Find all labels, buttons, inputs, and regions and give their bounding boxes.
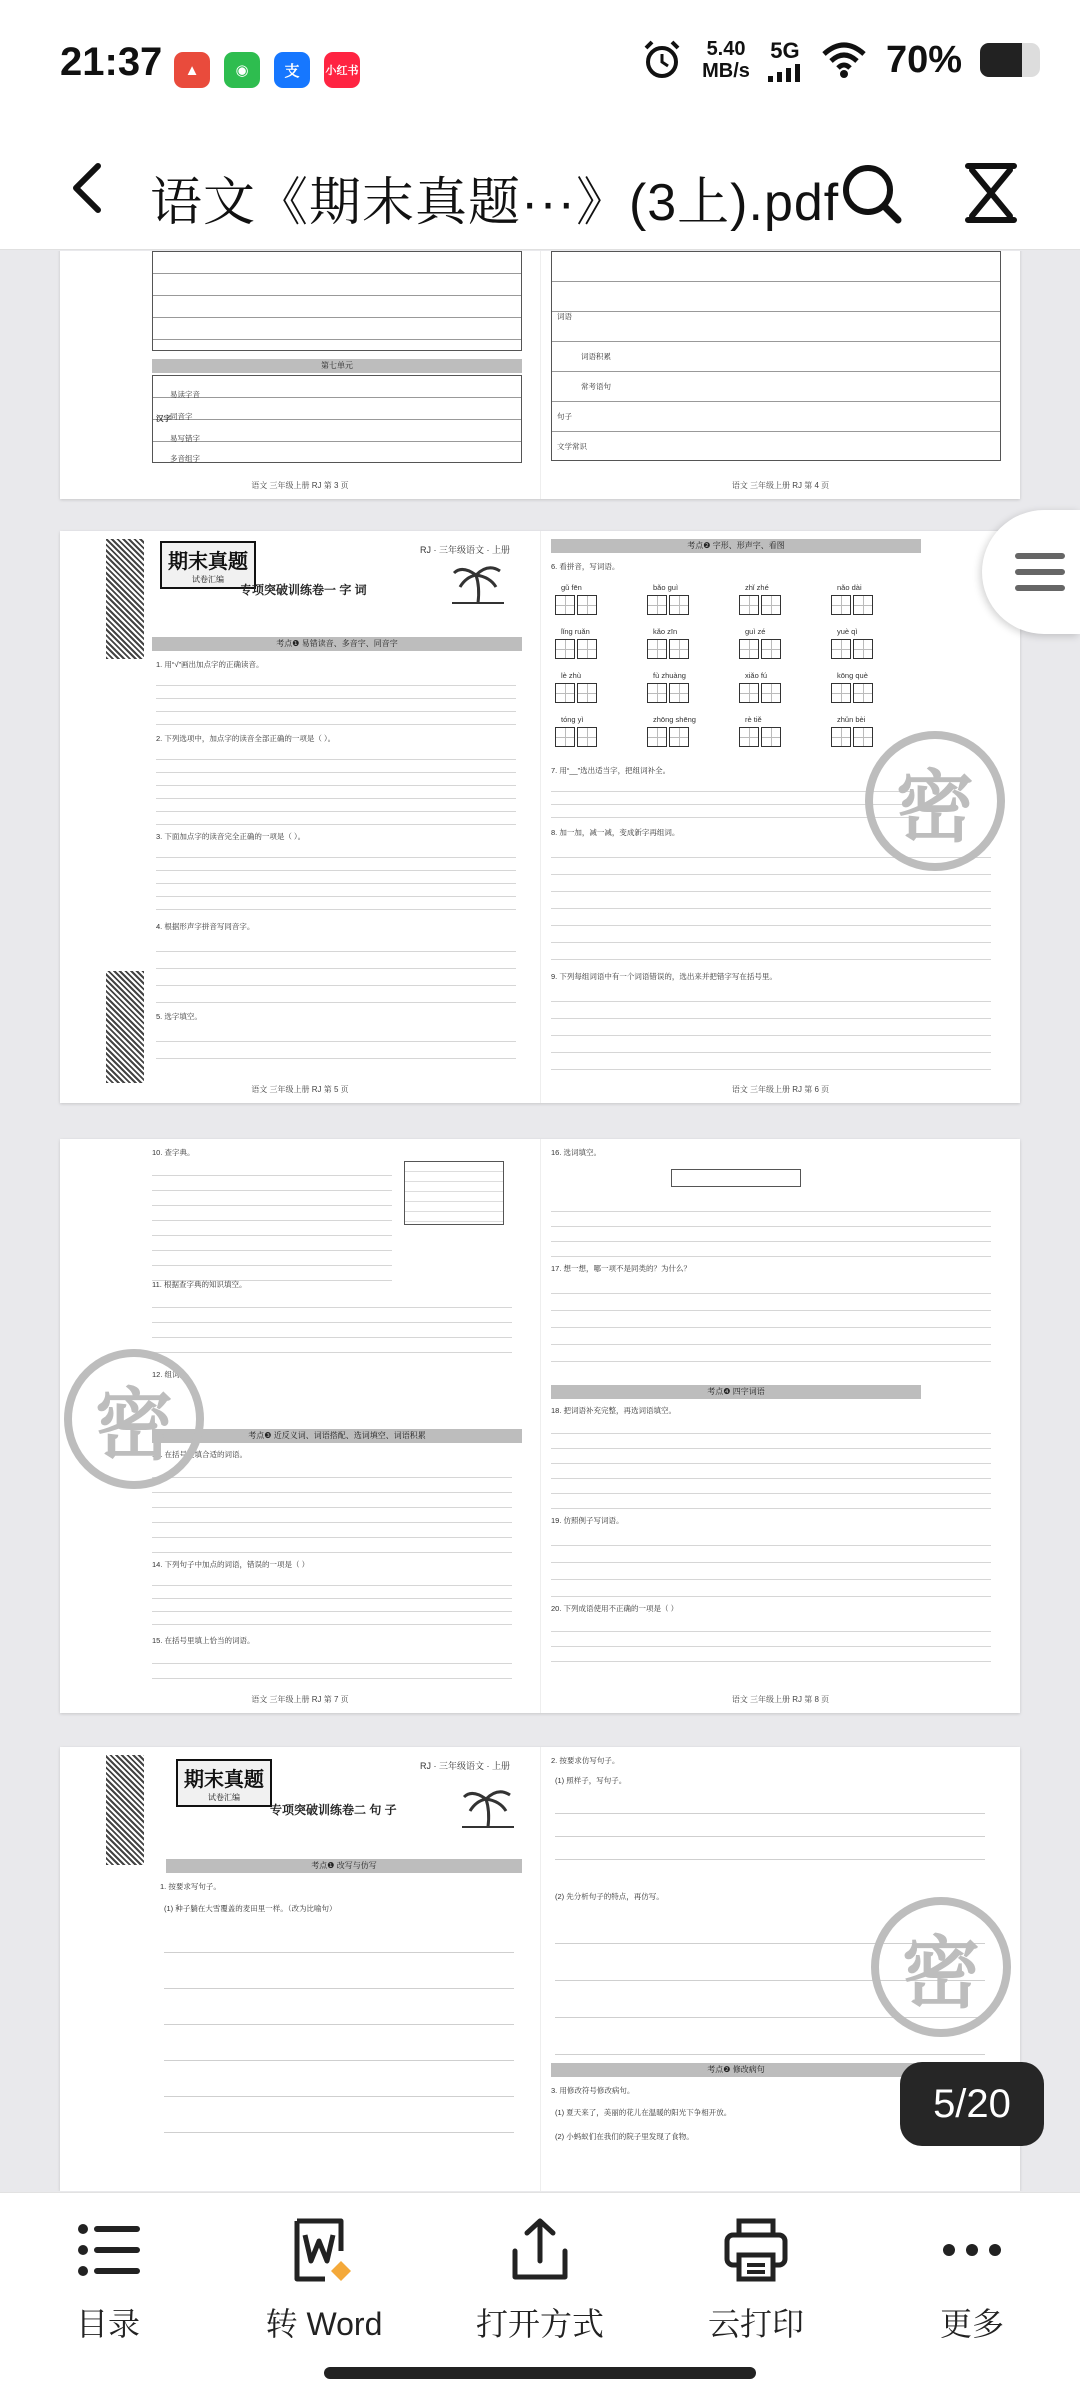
pdf-page-7-8 <box>60 1139 1020 1713</box>
question-line: 19. 仿照例子写词语。 <box>551 1516 624 1525</box>
question-line: 2. 下列选项中，加点字的读音全部正确的一项是（ ）。 <box>156 734 336 743</box>
question-line: 1. 用“√”画出加点字的正确读音。 <box>156 660 264 669</box>
question-content <box>152 1463 512 1553</box>
pinyin-label: kǎo zīn <box>653 627 678 636</box>
question-line: (1) 种子躺在大雪覆盖的麦田里一样。（改为比喻句） <box>164 1904 337 1913</box>
question-line: 5. 选字填空。 <box>156 1012 202 1021</box>
question-content <box>551 1529 991 1597</box>
question-content <box>152 1649 512 1683</box>
page6-footer: 语文 三年级上册 RJ 第 6 页 <box>731 1085 830 1094</box>
pdf-page-3 <box>60 251 540 499</box>
cell-signal <box>768 38 802 82</box>
page3-row-label: 多音组字 <box>170 454 200 463</box>
question-content <box>551 779 911 819</box>
signal-bars-icon <box>768 64 802 82</box>
question-content <box>156 935 516 1005</box>
confidential-stamp: 密 <box>871 1897 1011 2037</box>
question-content <box>156 845 516 915</box>
page4-footer: 语文 三年级上册 RJ 第 4 页 <box>731 481 830 490</box>
nav-to-word-label: 转 Word <box>265 2306 383 2342</box>
battery-percent: 70% <box>885 38 962 81</box>
pinyin-label: yuè qì <box>837 627 858 636</box>
question-content <box>156 673 516 729</box>
exam-title: 专项突破训练卷一 字 词 <box>240 583 367 597</box>
question-line: (2) 先分析句子的特点，再仿写。 <box>555 1892 664 1901</box>
answer-lines <box>555 1791 985 1881</box>
page4-row-label: 常考语句 <box>581 382 611 391</box>
pinyin-label: guì zé <box>745 627 766 636</box>
nav-open-with-label: 打开方式 <box>475 2306 604 2342</box>
question-content <box>156 747 516 825</box>
document-title: 语文《期末真题···》(3上).pdf <box>150 174 840 232</box>
grade-label: RJ · 三年级语文 · 上册 <box>420 1761 510 1771</box>
pinyin-label: tóng yì <box>561 715 584 724</box>
page4-table <box>551 251 1001 461</box>
question-line: (1) 照样子，写句子。 <box>555 1776 627 1785</box>
question-line: 10. 查字典。 <box>152 1148 195 1157</box>
page4-row-label: 词语 <box>557 312 572 321</box>
pinyin-label: nǎo dài <box>837 583 862 592</box>
question-line: 2. 按要求仿写句子。 <box>551 1756 620 1765</box>
pinyin-label: lè zhù <box>561 671 582 680</box>
pdf-page-6 <box>540 531 1020 1103</box>
page3-top-table <box>152 251 522 351</box>
topic-bar: 考点❷ 字形、形声字、看图 <box>551 539 921 553</box>
nav-cloud-print-label: 云打印 <box>707 2306 804 2342</box>
convert-word-icon <box>289 2215 359 2285</box>
nav-to-word-button[interactable] <box>234 2215 414 2345</box>
page3-row-label: 同音字 <box>170 412 193 421</box>
question-content <box>551 1197 991 1257</box>
more-dots-icon <box>937 2215 1007 2285</box>
question-line: 15. 在括号里填上恰当的词语。 <box>152 1636 255 1645</box>
app-badge-wechat-icon: ◉ <box>224 52 260 88</box>
exam-title: 专项突破训练卷二 句 子 <box>270 1803 397 1817</box>
confidential-stamp: 密 <box>64 1349 204 1489</box>
question-line: (2) 小蚂蚁们在我们的院子里发现了食物。 <box>555 2132 694 2141</box>
topic-bar: 考点❹ 四字词语 <box>551 1385 921 1399</box>
page7-footer: 语文 三年级上册 RJ 第 7 页 <box>251 1695 349 1704</box>
question-content <box>551 1617 991 1669</box>
list-icon <box>73 2215 143 2285</box>
page3-row-label: 易写错字 <box>170 434 200 443</box>
net-speed <box>702 38 750 82</box>
brand-logo: 期末真题 试卷汇编 <box>176 1759 272 1807</box>
question-content <box>152 1573 512 1629</box>
pdf-page-5 <box>60 531 540 1103</box>
page4-row-label: 句子 <box>557 412 572 421</box>
pinyin-label: zhōng shēng <box>653 715 696 724</box>
nav-more-label: 更多 <box>939 2306 1004 2342</box>
home-indicator[interactable] <box>324 2367 756 2379</box>
pinyin-label: lǐng ruǎn <box>561 627 590 636</box>
question-line: 4. 根据形声字拼音写同音字。 <box>156 922 255 931</box>
grade-label: RJ · 三年级语文 · 上册 <box>420 545 510 555</box>
question-line: 3. 下面加点字的读音完全正确的一项是（ ）。 <box>156 832 306 841</box>
status-bar <box>0 0 1080 130</box>
page3-table-heading: 第七单元 <box>152 359 522 373</box>
nav-more-button[interactable] <box>882 2215 1062 2345</box>
question-content <box>152 1161 392 1281</box>
pdf-page-7 <box>60 1139 540 1713</box>
question-line: 1. 按要求写句子。 <box>160 1882 221 1891</box>
page3-char-table <box>152 375 522 463</box>
word-box <box>671 1169 801 1187</box>
page3-row-label: 汉字 <box>156 414 171 423</box>
palm-tree-icon <box>462 1783 514 1829</box>
share-upload-icon <box>505 2215 575 2285</box>
notification-app-icons <box>174 52 360 88</box>
nav-cloud-print-button[interactable] <box>666 2215 846 2345</box>
question-content <box>156 1025 516 1075</box>
wifi-icon <box>820 40 868 80</box>
pinyin-label: zhǔn bèi <box>837 715 866 724</box>
page3-row-label: 易读字音 <box>170 390 200 399</box>
network-type: 5G <box>770 38 800 63</box>
page8-footer: 语文 三年级上册 RJ 第 8 页 <box>731 1695 830 1704</box>
pdf-page-8 <box>540 1139 1020 1713</box>
question-line: 6. 看拼音，写词语。 <box>551 562 620 571</box>
nav-open-with-button[interactable] <box>450 2215 630 2345</box>
page4-row-label: 文学常识 <box>557 442 587 451</box>
pdf-page-viewport[interactable] <box>0 251 1080 2191</box>
question-line: 17. 想一想，哪一项不是同类的？为什么？ <box>551 1264 692 1273</box>
side-drawer-handle[interactable] <box>982 510 1080 634</box>
app-badge-xiaohongshu-icon: 小红书 <box>324 52 360 88</box>
palm-tree-icon <box>452 559 504 605</box>
pdf-page-3-4 <box>60 251 1020 499</box>
tip-box <box>404 1161 504 1225</box>
alarm-clock-icon <box>640 38 684 82</box>
decor-hatched-bar <box>106 1755 144 1865</box>
question-line: 18. 把词语补充完整，再选词语填空。 <box>551 1406 677 1415</box>
battery-icon <box>980 43 1040 77</box>
question-content <box>551 985 991 1081</box>
nav-toc-button[interactable] <box>18 2215 198 2345</box>
question-line: 20. 下列成语使用不正确的一项是（ ） <box>551 1604 679 1613</box>
answer-lines <box>164 1917 514 2167</box>
question-line: 14. 下列句子中加点的词语，错误的一项是（ ） <box>152 1560 310 1569</box>
pdf-page-4 <box>540 251 1020 499</box>
net-speed-unit: MB/s <box>702 60 750 82</box>
reader-toolbar <box>0 130 1080 250</box>
pinyin-label: rè tiě <box>745 715 762 724</box>
question-content <box>551 1277 991 1377</box>
app-badge-red-triangle-icon: ▲ <box>174 52 210 88</box>
back-arrow-icon[interactable] <box>60 158 120 218</box>
nav-toc-label: 目录 <box>75 2306 140 2342</box>
question-line: 13. 在括号里填合适的词语。 <box>152 1450 248 1459</box>
question-line: 12. 组词。 <box>152 1370 188 1379</box>
question-line: 16. 选词填空。 <box>551 1148 602 1157</box>
decor-hatched-bar <box>106 539 144 659</box>
pinyin-label: xiǎo fú <box>745 671 768 680</box>
question-line: 3. 用修改符号修改病句。 <box>551 2086 635 2095</box>
confidential-stamp: 密 <box>865 731 1005 871</box>
question-line: 9. 下列每组词语中有一个词语错误的，选出来并把错字写在括号里。 <box>551 972 777 981</box>
page3-footer: 语文 三年级上册 RJ 第 3 页 <box>251 481 349 490</box>
battery-fill <box>980 43 1022 77</box>
pinyin-label: fù zhuàng <box>653 671 686 680</box>
topic-bar: 考点❶ 易错读音、多音字、同音字 <box>152 637 522 651</box>
search-icon[interactable] <box>838 160 904 226</box>
bottom-action-bar <box>0 2192 1080 2400</box>
page4-row-label: 词语积累 <box>581 352 611 361</box>
brand-logo: 期末真题 试卷汇编 <box>160 541 256 589</box>
pdf-page-5-6 <box>60 531 1020 1103</box>
topic-bar: 考点❶ 改写与仿写 <box>166 1859 522 1873</box>
question-content <box>551 1419 991 1509</box>
app-badge-alipay-icon: 支 <box>274 52 310 88</box>
net-speed-value: 5.40 <box>706 38 746 60</box>
topic-bar: 考点❷ 修改病句 <box>551 2063 921 2077</box>
question-line: (1) 夏天来了，美丽的花儿在温暖的阳光下争相开放。 <box>555 2108 732 2117</box>
status-right-cluster <box>640 38 1040 82</box>
pinyin-label: gǔ fēn <box>561 583 582 592</box>
collapse-close-icon[interactable] <box>958 160 1024 226</box>
page-indicator: 5/20 <box>900 2062 1044 2146</box>
question-line: 11. 根据查字典的知识填空。 <box>152 1280 247 1289</box>
pinyin-label: kōng què <box>837 671 868 680</box>
question-line: 8. 加一加，减一减，变成新字再组词。 <box>551 828 680 837</box>
decor-hatched-bar <box>106 971 144 1083</box>
hamburger-menu-icon <box>982 510 1080 634</box>
printer-icon <box>721 2215 791 2285</box>
page5-footer: 语文 三年级上册 RJ 第 5 页 <box>251 1085 349 1094</box>
pdf-page-9-10 <box>60 1747 1020 2191</box>
question-line: 7. 用“__”选出适当字，把组词补全。 <box>551 766 671 775</box>
topic-bar: 考点❸ 近反义词、词语搭配、选词填空、词语积累 <box>152 1429 522 1443</box>
question-content <box>152 1293 512 1363</box>
pinyin-label: bǎo guì <box>653 583 679 592</box>
pinyin-label: zhǐ zhé <box>745 583 769 592</box>
pdf-page-9 <box>60 1747 540 2191</box>
status-time: 21:37 <box>60 40 163 84</box>
